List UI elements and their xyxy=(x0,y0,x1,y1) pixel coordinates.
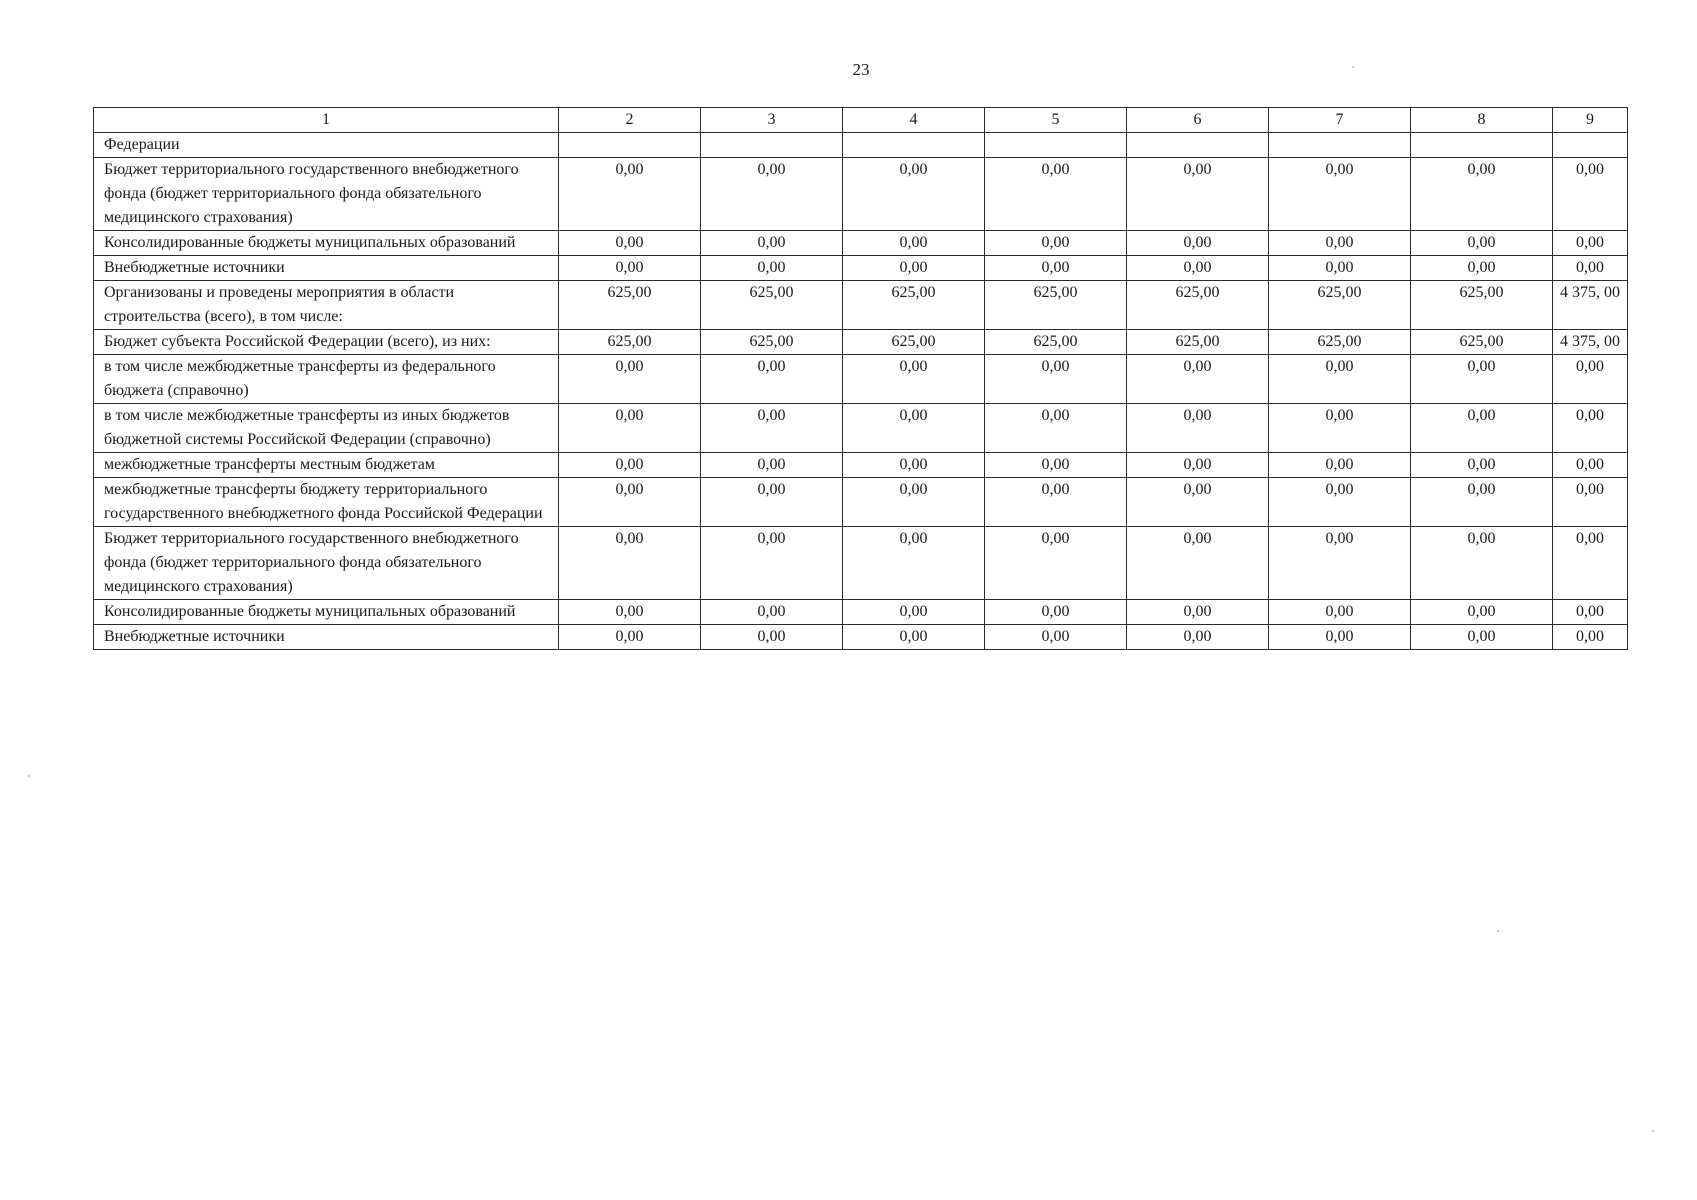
header-cell: 4 xyxy=(843,108,985,133)
table-row xyxy=(94,625,1628,650)
row-label: Федерации xyxy=(94,133,559,158)
value-cell: 0,00 xyxy=(1411,478,1553,527)
value-cell: 0,00 xyxy=(1269,256,1411,281)
value-cell: 0,00 xyxy=(1553,355,1628,404)
value-cell: 0,00 xyxy=(1127,478,1269,527)
table-row xyxy=(94,355,1628,404)
header-cell: 9 xyxy=(1553,108,1628,133)
value-cell: 0,00 xyxy=(843,355,985,404)
value-cell: 0,00 xyxy=(559,478,701,527)
table-row xyxy=(94,231,1628,256)
budget-table xyxy=(93,107,1628,650)
page-number: 23 xyxy=(852,60,870,79)
scan-speck xyxy=(1652,1130,1654,1132)
value-cell: 0,00 xyxy=(1127,453,1269,478)
value-cell: 0,00 xyxy=(1269,625,1411,650)
value-cell: 0,00 xyxy=(843,478,985,527)
value-cell: 0,00 xyxy=(985,158,1127,231)
header-cell: 1 xyxy=(94,108,559,133)
value-cell: 0,00 xyxy=(1411,527,1553,600)
value-cell: 0,00 xyxy=(1411,600,1553,625)
row-label: Организованы и проведены мероприятия в области строительства (всего), в том числе: xyxy=(94,281,559,330)
value-cell: 0,00 xyxy=(1553,527,1628,600)
row-label: Бюджет субъекта Российской Федерации (всего), из них: xyxy=(94,330,559,355)
value-cell: 625,00 xyxy=(1411,281,1553,330)
value-cell: 0,00 xyxy=(701,600,843,625)
value-cell: 0,00 xyxy=(1269,404,1411,453)
value-cell: 0,00 xyxy=(985,231,1127,256)
value-cell xyxy=(559,133,701,158)
value-cell: 0,00 xyxy=(701,355,843,404)
value-cell xyxy=(701,133,843,158)
value-cell: 0,00 xyxy=(1127,158,1269,231)
scan-speck xyxy=(1352,66,1354,68)
value-cell: 625,00 xyxy=(1269,281,1411,330)
value-cell xyxy=(1411,133,1553,158)
value-cell: 625,00 xyxy=(1127,330,1269,355)
value-cell: 0,00 xyxy=(1269,355,1411,404)
value-cell: 0,00 xyxy=(559,600,701,625)
header-cell: 6 xyxy=(1127,108,1269,133)
value-cell: 0,00 xyxy=(701,404,843,453)
value-cell: 0,00 xyxy=(559,625,701,650)
value-cell: 0,00 xyxy=(701,478,843,527)
row-label: Консолидированные бюджеты муниципальных образований xyxy=(94,231,559,256)
value-cell xyxy=(1127,133,1269,158)
value-cell: 0,00 xyxy=(1269,478,1411,527)
header-cell: 7 xyxy=(1269,108,1411,133)
value-cell: 625,00 xyxy=(1127,281,1269,330)
value-cell: 0,00 xyxy=(985,256,1127,281)
value-cell: 0,00 xyxy=(1553,478,1628,527)
value-cell: 0,00 xyxy=(1127,355,1269,404)
value-cell: 0,00 xyxy=(1269,527,1411,600)
value-cell: 0,00 xyxy=(1553,256,1628,281)
table-row xyxy=(94,478,1628,527)
value-cell: 0,00 xyxy=(1553,625,1628,650)
header-cell: 2 xyxy=(559,108,701,133)
value-cell: 0,00 xyxy=(1127,231,1269,256)
header-cell: 8 xyxy=(1411,108,1553,133)
value-cell: 625,00 xyxy=(843,330,985,355)
header-cell: 3 xyxy=(701,108,843,133)
value-cell: 0,00 xyxy=(559,256,701,281)
value-cell: 0,00 xyxy=(843,404,985,453)
value-cell: 0,00 xyxy=(985,600,1127,625)
table-row xyxy=(94,133,1628,158)
value-cell: 0,00 xyxy=(1411,453,1553,478)
row-label: в том числе межбюджетные трансферты из иных бюджетов бюджетной системы Российской Федерации (справочно) xyxy=(94,404,559,453)
value-cell: 0,00 xyxy=(701,231,843,256)
value-cell: 625,00 xyxy=(985,330,1127,355)
table-row xyxy=(94,330,1628,355)
value-cell: 0,00 xyxy=(1269,158,1411,231)
value-cell: 0,00 xyxy=(843,600,985,625)
value-cell: 625,00 xyxy=(559,330,701,355)
table-row xyxy=(94,600,1628,625)
value-cell: 0,00 xyxy=(559,453,701,478)
row-label: межбюджетные трансферты бюджету территориального государственного внебюджетного фонда Российской Федерации xyxy=(94,478,559,527)
table-row xyxy=(94,158,1628,231)
table-row xyxy=(94,404,1628,453)
value-cell: 0,00 xyxy=(559,404,701,453)
value-cell: 0,00 xyxy=(559,355,701,404)
value-cell: 0,00 xyxy=(559,527,701,600)
value-cell: 0,00 xyxy=(1553,600,1628,625)
value-cell: 4 375, 00 xyxy=(1553,330,1628,355)
scan-speck xyxy=(28,775,30,777)
value-cell: 0,00 xyxy=(985,527,1127,600)
value-cell: 0,00 xyxy=(1553,453,1628,478)
value-cell: 625,00 xyxy=(985,281,1127,330)
row-label: Бюджет территориального государственного внебюджетного фонда (бюджет территориального фонда обязательного медицинского страхования) xyxy=(94,158,559,231)
value-cell: 0,00 xyxy=(1127,527,1269,600)
value-cell: 625,00 xyxy=(1411,330,1553,355)
value-cell: 0,00 xyxy=(985,404,1127,453)
scan-speck xyxy=(1497,930,1499,932)
table-row xyxy=(94,453,1628,478)
value-cell: 0,00 xyxy=(843,158,985,231)
value-cell: 0,00 xyxy=(985,478,1127,527)
value-cell: 0,00 xyxy=(843,453,985,478)
value-cell: 0,00 xyxy=(1127,256,1269,281)
header-row xyxy=(94,108,1628,133)
row-label: Консолидированные бюджеты муниципальных образований xyxy=(94,600,559,625)
table-row xyxy=(94,281,1628,330)
value-cell: 0,00 xyxy=(701,625,843,650)
value-cell: 625,00 xyxy=(843,281,985,330)
value-cell: 0,00 xyxy=(1269,231,1411,256)
row-label: Внебюджетные источники xyxy=(94,256,559,281)
header-cell: 5 xyxy=(985,108,1127,133)
value-cell: 625,00 xyxy=(559,281,701,330)
value-cell: 0,00 xyxy=(1553,231,1628,256)
value-cell: 625,00 xyxy=(701,330,843,355)
value-cell: 0,00 xyxy=(1411,404,1553,453)
value-cell: 0,00 xyxy=(701,256,843,281)
value-cell: 0,00 xyxy=(843,527,985,600)
value-cell: 4 375, 00 xyxy=(1553,281,1628,330)
value-cell: 0,00 xyxy=(1411,625,1553,650)
value-cell: 0,00 xyxy=(701,453,843,478)
value-cell: 0,00 xyxy=(1553,404,1628,453)
value-cell: 0,00 xyxy=(985,355,1127,404)
row-label: Бюджет территориального государственного внебюджетного фонда (бюджет территориального фонда обязательного медицинского страхования) xyxy=(94,527,559,600)
value-cell: 0,00 xyxy=(1553,158,1628,231)
table-row xyxy=(94,527,1628,600)
value-cell: 0,00 xyxy=(559,158,701,231)
value-cell: 0,00 xyxy=(843,256,985,281)
value-cell: 0,00 xyxy=(559,231,701,256)
value-cell: 0,00 xyxy=(985,625,1127,650)
value-cell: 0,00 xyxy=(1269,600,1411,625)
value-cell: 0,00 xyxy=(701,527,843,600)
value-cell: 625,00 xyxy=(701,281,843,330)
value-cell: 0,00 xyxy=(843,625,985,650)
row-label: в том числе межбюджетные трансферты из федерального бюджета (справочно) xyxy=(94,355,559,404)
value-cell: 0,00 xyxy=(843,231,985,256)
value-cell: 0,00 xyxy=(1411,256,1553,281)
table-row xyxy=(94,256,1628,281)
row-label: Внебюджетные источники xyxy=(94,625,559,650)
value-cell xyxy=(843,133,985,158)
value-cell xyxy=(985,133,1127,158)
value-cell: 0,00 xyxy=(985,453,1127,478)
value-cell: 0,00 xyxy=(1269,453,1411,478)
value-cell xyxy=(1553,133,1628,158)
value-cell: 0,00 xyxy=(1127,625,1269,650)
value-cell: 625,00 xyxy=(1269,330,1411,355)
value-cell: 0,00 xyxy=(1411,158,1553,231)
value-cell: 0,00 xyxy=(1127,600,1269,625)
value-cell: 0,00 xyxy=(1411,231,1553,256)
value-cell: 0,00 xyxy=(1127,404,1269,453)
value-cell: 0,00 xyxy=(701,158,843,231)
row-label: межбюджетные трансферты местным бюджетам xyxy=(94,453,559,478)
value-cell xyxy=(1269,133,1411,158)
value-cell: 0,00 xyxy=(1411,355,1553,404)
